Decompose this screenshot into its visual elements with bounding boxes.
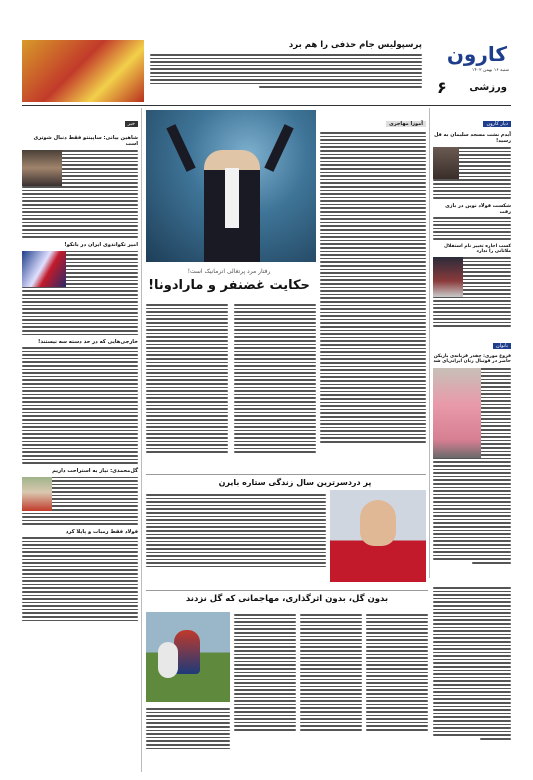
sub-headline: پر دردسرترین سال زندگی ستاره بایرن [218,478,372,487]
golmohammadi-photo [22,477,52,511]
right-column-divider [429,108,430,578]
main-kicker: رفتار مرد پرتغالی اترمانیک است! [187,268,271,275]
masthead-rule [22,105,511,106]
center-mid-rule [146,474,426,475]
womens-player-photo [433,368,481,458]
section-title: ورزشی [469,82,507,93]
bottom-article-col-3 [366,612,428,733]
right-headline-2: شکست فولاد نوین در بازی رفت [445,202,511,215]
left-headline-1: شاهین بیانی: ساپینتو فقط دنبال شوتری است [33,135,138,147]
bottom-article-col-1 [234,612,296,733]
right-headline-1: آیدم نشت مسجد سلیمان به فل رسید! [434,132,511,144]
center-story-column-right [320,110,426,445]
masthead [431,38,511,104]
banner-headline: پرسپولیس جام حذفی را هم برد [288,40,422,50]
bayern-player-photo [330,490,426,582]
player-portrait [433,147,459,179]
football-action-photo [146,612,230,702]
masthead-logo: کارون [446,42,507,66]
right-headline-4: فروغ موری: چقدر قربانه‌ی بازیکن حاضر در فوتبال زنان ایرانی‌ای شد [433,353,511,364]
left-headline-5: فولاد فقط رمبات و پایلا کرد [65,529,138,535]
bottom-photo-caption-lines [146,706,230,751]
top-banner [22,38,426,104]
right-headline-3: کسب اجازه تغییر نام استقلال ملاثانی را ندارد [443,244,511,255]
left-headline-2: امیر تکواندوی ایران در بانکو! [64,241,138,248]
banner-text [150,52,422,90]
shahin-portrait [22,150,62,186]
page-number: ۶ [437,78,447,97]
left-headline-4: گل‌محمدی: نیاز به استراحت داریم [52,467,138,474]
masthead-issue-info: شنبه ۱۶ بهمن ۱۴۰۲ [471,68,509,73]
taekwondo-photo [22,251,66,287]
left-column-divider [141,108,142,772]
main-headline: حکایت غضنفر و مارادونا! [148,278,310,293]
bottom-headline: بدون گل، بدون اثرگذاری، مهاجمانی که گل نزدند [185,594,389,604]
main-article-body-middle [234,302,316,455]
left-headline-3: خارجی‌هایی که در حد دسته سه نیستند! [38,339,138,346]
kicker-divar-karoon: دیار کارون [433,110,511,129]
coach-photo [433,257,463,297]
kicker-banovan: بانوان [433,332,511,351]
bottom-article-col-2 [300,612,362,733]
sub-article-body [146,492,326,569]
left-column [22,110,138,623]
bottom-right-text [433,585,511,742]
main-photo-coach [146,110,316,262]
author-tag: آموزا مهاجری [320,110,426,129]
left-kicker: خبر [22,110,138,129]
banner-photo-celebration [22,40,144,102]
main-article-body-left [146,302,228,455]
right-column [433,110,511,566]
bottom-story-rule [146,590,428,591]
